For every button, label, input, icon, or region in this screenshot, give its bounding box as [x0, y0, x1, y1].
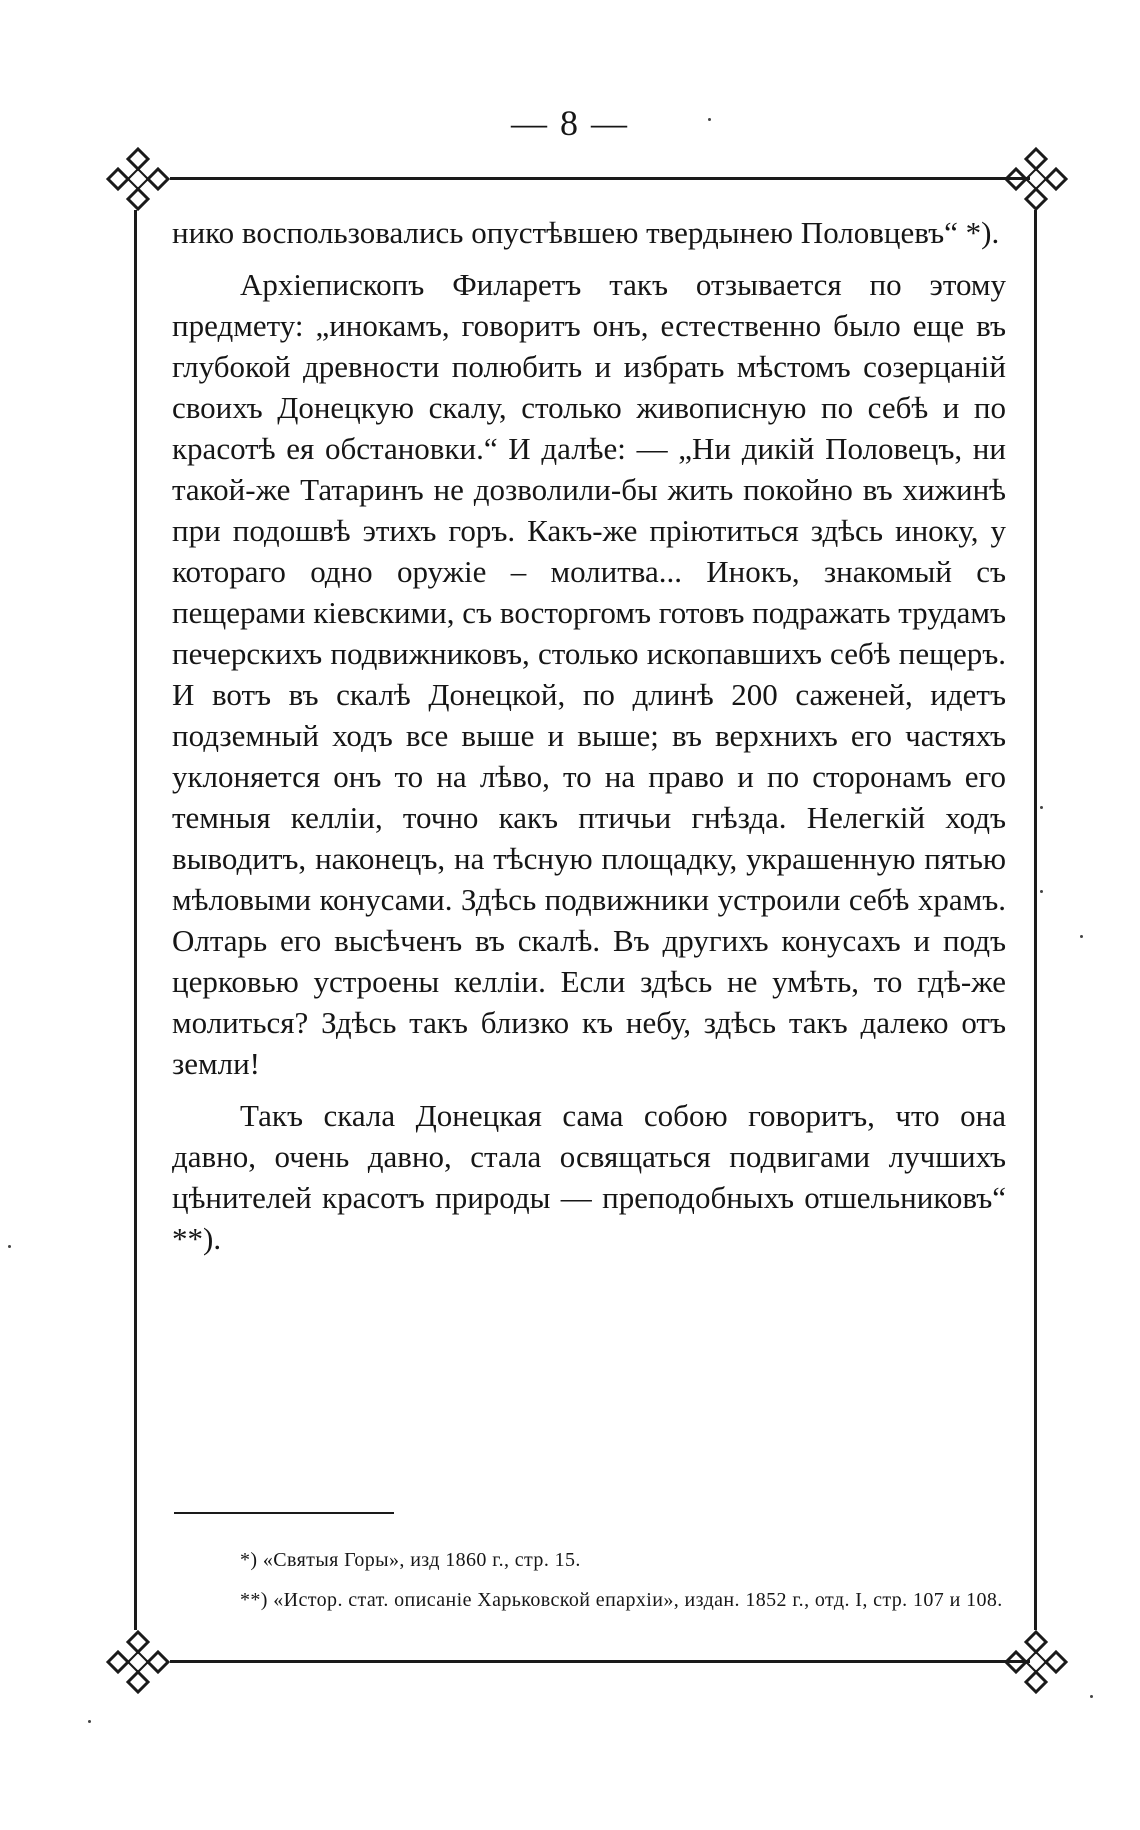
- scan-speck: [88, 1720, 91, 1723]
- footnote-separator: [174, 1512, 394, 1514]
- corner-ornament-icon: [1000, 143, 1072, 215]
- body-text: [172, 212, 1006, 1270]
- corner-ornament-icon: [102, 143, 174, 215]
- frame-left-rule: [134, 210, 137, 1630]
- scan-speck: [8, 1245, 11, 1248]
- paragraph: Такъ скала Донецкая сама собою говоритъ, что она давно, очень давно, стала освящаться подвигами лучшихъ цѣнителей красотъ природы — преподобныхъ отшельниковъ“ **).: [172, 1098, 1006, 1256]
- footnote: *) «Святыя Горы», изд 1860 г., стр. 15.: [240, 1549, 581, 1571]
- corner-ornament-icon: [102, 1626, 174, 1698]
- paragraph: Архіепископъ Филаретъ такъ отзывается по этому предмету: „инокамъ, говоритъ онъ, естественно было еще въ глубокой древности полюбить и избрать мѣстомъ созерцаній своихъ Донецкую скалу, столько живописную по себѣ и по красотѣ ея обстановки.“ И далѣе: — „Ни дикій Половецъ, ни такой-же Татаринъ не дозволили-бы жить покойно въ хижинѣ при подошвѣ этихъ горъ. Какъ-же пріютиться здѣсь иноку, у котораго одно оружіе – молитва... Инокъ, знакомый съ пещерами кіевскими, съ восторгомъ готовъ подражать трудамъ печерскихъ подвижниковъ, столько ископавшихъ себѣ пещеръ. И вотъ въ скалѣ Донецкой, по длинѣ 200 саженей, идетъ подземный ходъ все выше и выше; въ верхнихъ его частяхъ уклоняется онъ то на лѣво, то на право и по сторонамъ его темныя келліи, точно какъ птичьи гнѣзда. Нелегкій ходъ выводитъ, наконецъ, на тѣсную площадку, украшенную пятью мѣловыми конусами. Здѣсь подвижники устроили себѣ храмъ. Олтарь его высѣченъ въ скалѣ. Въ другихъ конусахъ и подъ церковью устроены келліи. Если здѣсь не умѣть, то гдѣ-же молиться? Здѣсь такъ близко къ небу, здѣсь такъ далеко отъ земли!: [172, 267, 1006, 1081]
- frame-bottom-rule: [170, 1660, 1030, 1663]
- footnotes: [172, 1544, 1006, 1624]
- paragraph: нико воспользовались опустѣвшею твердынею Половцевъ“ *).: [172, 215, 1000, 250]
- frame-top-rule: [170, 177, 1030, 180]
- footnote: **) «Истор. стат. описаніе Харьковской епархіи», издан. 1852 г., отд. I, стр. 107 и 108.: [240, 1589, 1003, 1611]
- scan-speck: [1040, 806, 1043, 809]
- page-number: — 8 —: [511, 103, 629, 143]
- scan-speck: [1090, 1695, 1093, 1698]
- scan-speck: [1080, 935, 1083, 938]
- frame-right-rule: [1034, 210, 1037, 1630]
- corner-ornament-icon: [1000, 1626, 1072, 1698]
- scan-speck: [1040, 890, 1043, 893]
- scan-speck: [708, 118, 711, 121]
